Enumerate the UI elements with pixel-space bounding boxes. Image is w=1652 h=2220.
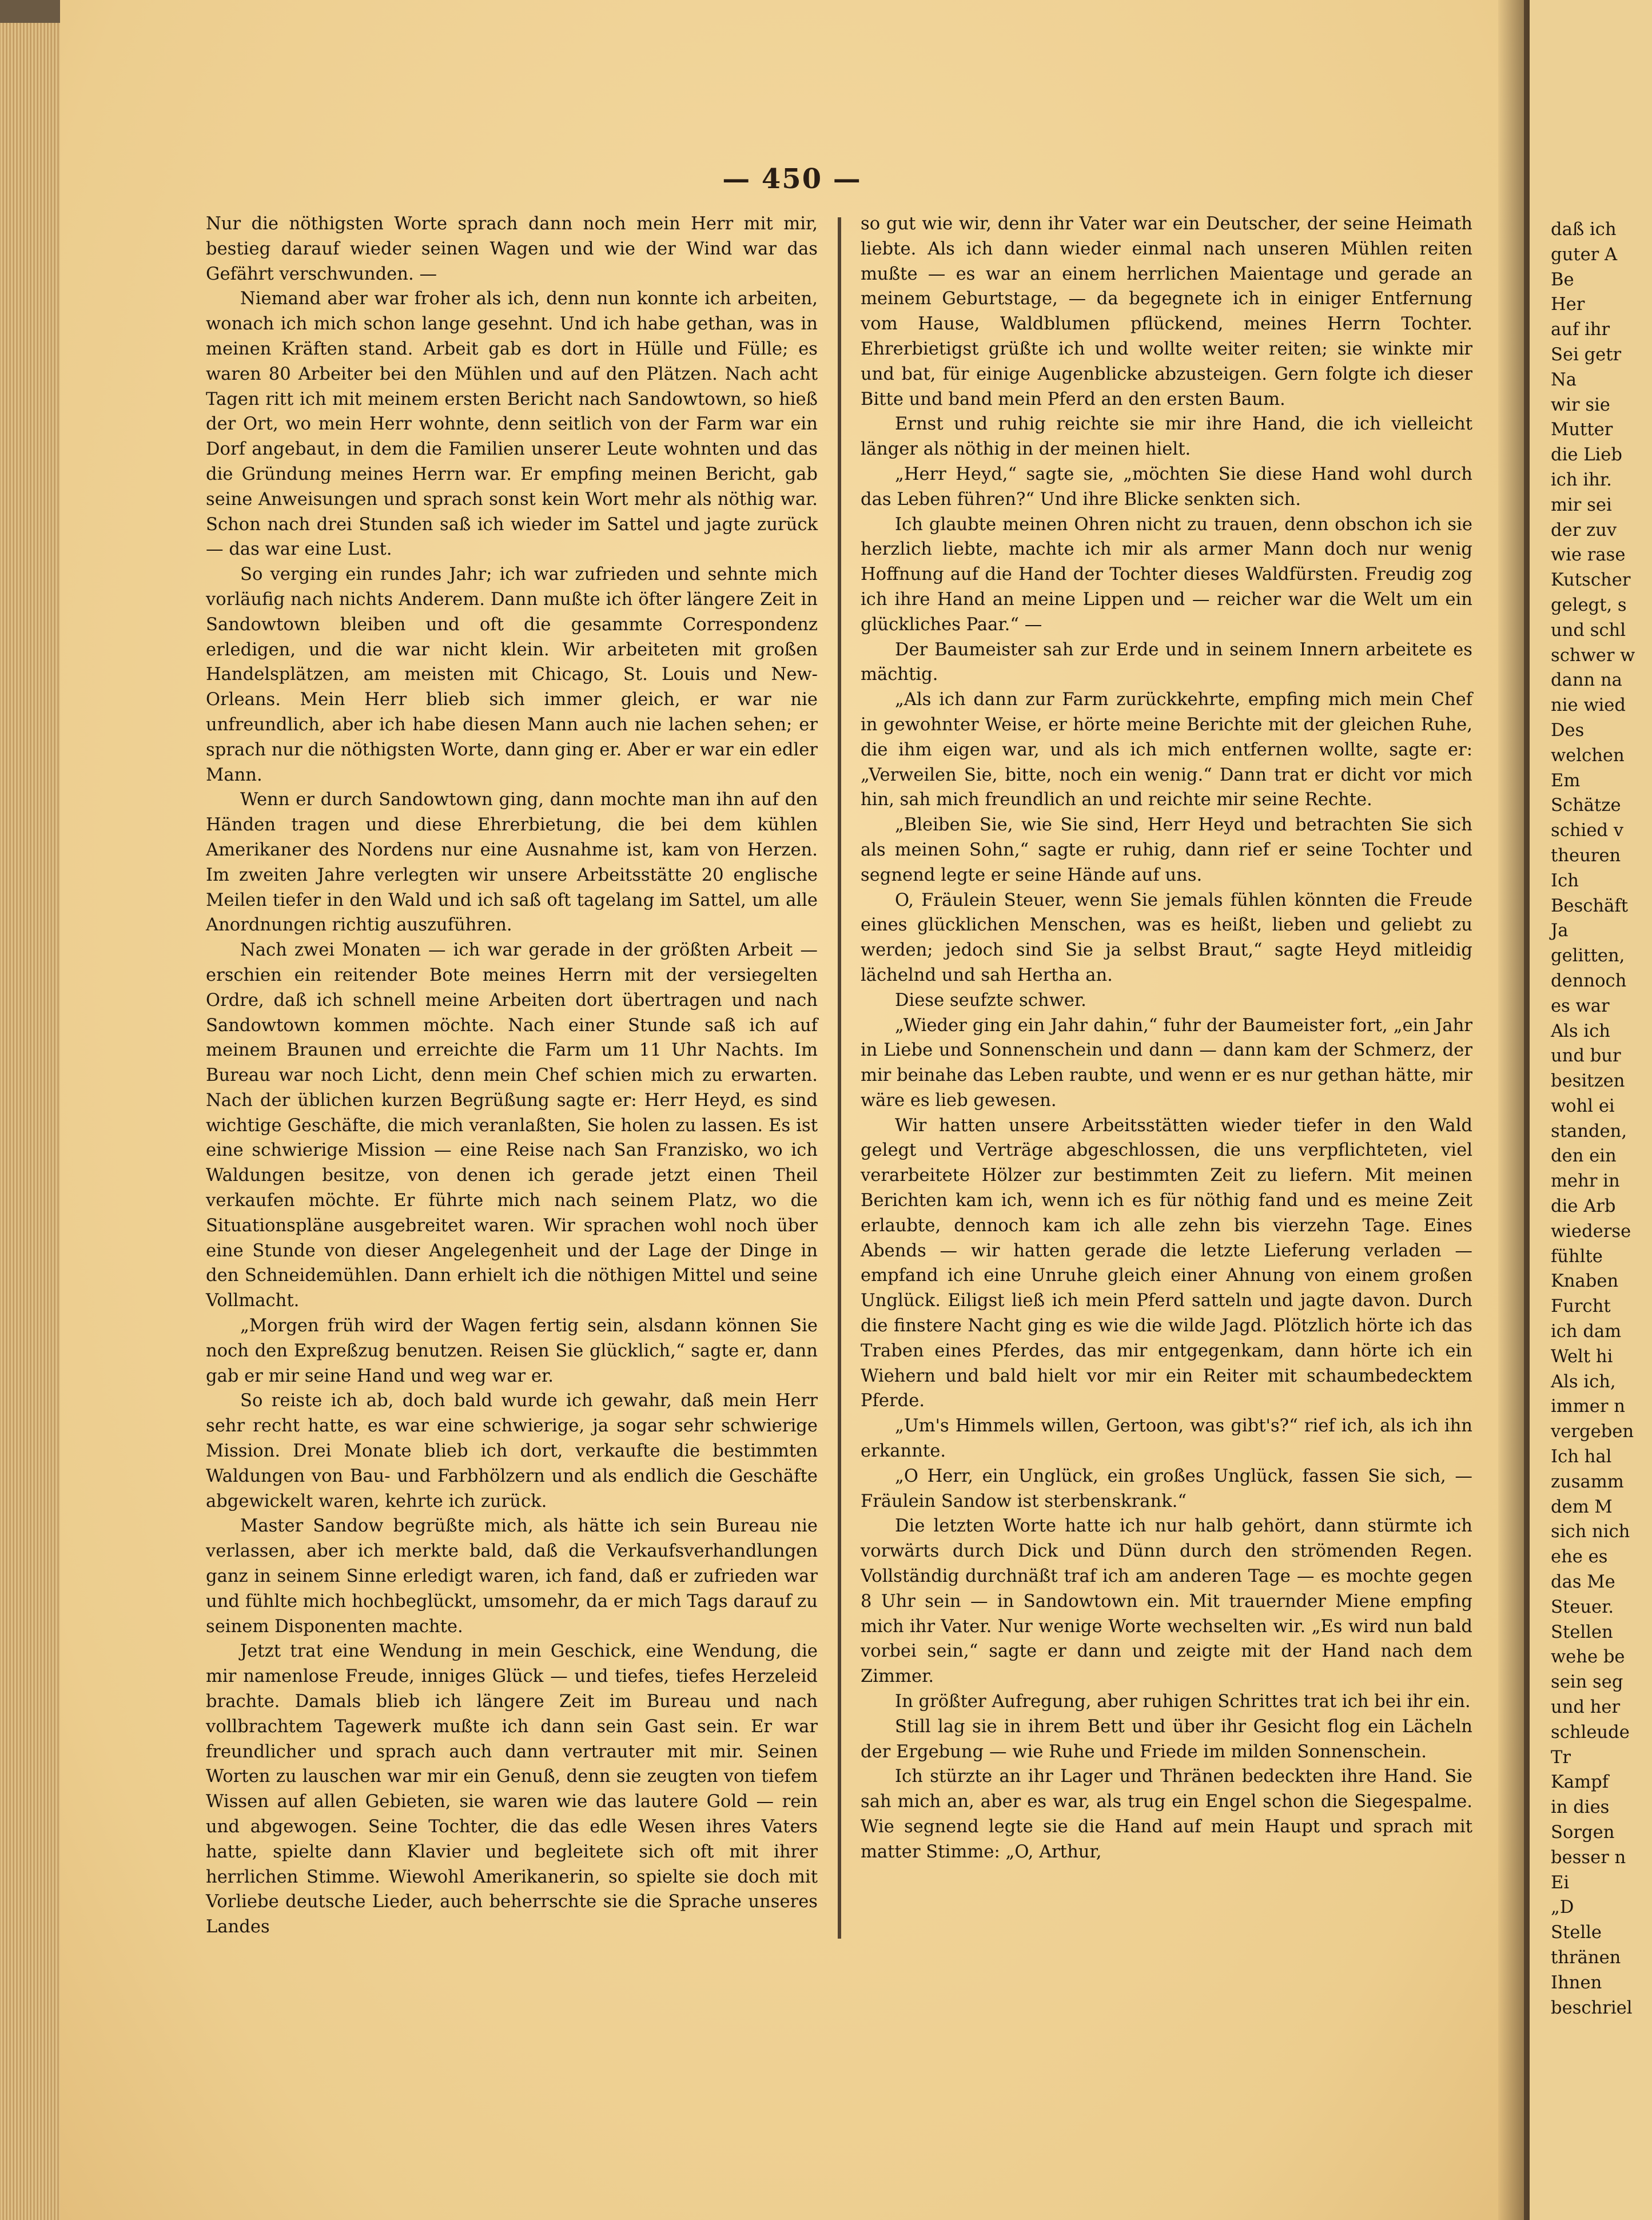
facing-line-fragment: sein seg [1551, 1672, 1623, 1693]
facing-line-fragment: wohl ei [1551, 1096, 1615, 1116]
facing-line-fragment: Schätze [1551, 795, 1621, 816]
gutter-shadow [1498, 0, 1530, 2220]
facing-line-fragment: beschriel [1551, 1998, 1633, 2018]
facing-line-fragment: der zuv [1551, 520, 1617, 540]
facing-line-fragment: thränen [1551, 1947, 1621, 1968]
facing-line-fragment: „D [1551, 1897, 1574, 1918]
paragraph: Nach zwei Monaten — ich war gerade in der größten Arbeit — erschien ein reitender Bote meines Herrn mit der versiegelten Ordre, daß ich schnell meine Arbeiten dort übertragen und nach Sandowtown kommen möchte. Nach einer Stunde saß ich auf meinem Braunen und erreichte die Farm um 11 Uhr Nachts. Im Bureau war noch Licht, denn mein Chef schien mich zu erwarten. Nach der üblichen kurzen Begrüßung sagte er: Herr Heyd, es sind wichtige Geschäfte, die mich veranlaßten, Sie holen zu lassen. Es ist eine schwierige Mission — eine Reise nach San Franzisko, wo ich Waldungen besitze, von denen ich gerade jetzt einen Theil verkaufen möchte. Er führte mich nach seinem Platz, wo die Situationspläne ausgebreitet waren. Wir sprachen wohl noch über eine Stunde von dieser Angelegenheit und der Lage der Dinge in den Schneidemühlen. Dann erhielt ich die nöthigen Mittel und seine Vollmacht. [206, 940, 818, 1311]
facing-line-fragment: Kutscher [1551, 570, 1631, 591]
paragraph: Wenn er durch Sandowtown ging, dann mochte man ihn auf den Händen tragen und diese Ehrerbietung, die bei dem kühlen Amerikaner des Nordens nur eine Ausnahme ist, kam von Herzen. Im zweiten Jahre verlegten wir unsere Arbeitsstätte 20 englische Meilen tiefer in den Wald und ich saß oft tagelang im Sattel, um alle Anordnungen richtig auszuführen. [206, 790, 818, 936]
book-page-edge [0, 23, 60, 2220]
facing-line-fragment: Be [1551, 269, 1574, 290]
facing-line-fragment: Ihnen [1551, 1972, 1602, 1993]
facing-line-fragment: die Arb [1551, 1196, 1616, 1217]
facing-line-fragment: Stelle [1551, 1923, 1602, 1943]
facing-line-fragment: Sorgen [1551, 1823, 1615, 1843]
paragraph: „Als ich dann zur Farm zurückkehrte, empfing mich mein Chef in gewohnter Weise, er hörte meine Berichte mit der gleichen Ruhe, die ihm eigen war, und als ich mich entfernen wollte, sagte er: „Verweilen Sie, bitte, noch ein wenig.“ Dann trat er dicht vor mich hin, sah mich freundlich an und reichte mir seine Rechte. [861, 690, 1472, 810]
paragraph: Ich glaubte meinen Ohren nicht zu trauen, denn obschon ich sie herzlich liebte, machte ich mir als armer Mann doch nur wenig Hoffnung auf die Hand der Tochter dieses Waldfürsten. Freudig zog ich ihre Hand an meine Lippen und — reicher war die Welt um ein glückliches Paar.“ — [861, 514, 1472, 635]
facing-line-fragment: Stellen [1551, 1622, 1613, 1642]
paragraph: „Um's Himmels willen, Gertoon, was gibt's?“ rief ich, als ich ihn erkannte. [861, 1416, 1472, 1462]
facing-line-fragment: und schl [1551, 620, 1626, 640]
paragraph: In größter Aufregung, aber ruhigen Schrittes trat ich bei ihr ein. [895, 1692, 1471, 1712]
facing-line-fragment: Knaben [1551, 1271, 1619, 1292]
facing-line-fragment: Kampf [1551, 1772, 1609, 1793]
facing-line-fragment: Tr [1551, 1747, 1571, 1768]
facing-line-fragment: vergeben [1551, 1422, 1634, 1442]
facing-line-fragment: Als ich [1551, 1021, 1610, 1041]
paragraph: Der Baumeister sah zur Erde und in seinem Innern arbeitete es mächtig. [861, 639, 1472, 685]
column-divider [838, 217, 841, 1939]
paragraph: Master Sandow begrüßte mich, als hätte ich sein Bureau nie verlassen, aber ich merkte bald, daß die Verkaufsverhandlungen ganz in seinem Sinne erledigt waren, ich fand, daß er zufrieden war und fühlte mich hochbeglückt, umsomehr, da er mich Tags darauf zu seinem Disponenten machte. [206, 1516, 818, 1637]
facing-line-fragment: Mutter [1551, 420, 1613, 440]
facing-line-fragment: Furcht [1551, 1296, 1611, 1317]
facing-line-fragment: mehr in [1551, 1171, 1620, 1192]
facing-line-fragment: Ja [1551, 921, 1569, 941]
facing-line-fragment: ich dam [1551, 1322, 1622, 1342]
facing-line-fragment: schwer w [1551, 645, 1635, 666]
page-header [60, 163, 1524, 203]
facing-line-fragment: das Me [1551, 1572, 1615, 1593]
paragraph: O, Fräulein Steuer, wenn Sie jemals fühlen könnten die Freude eines glücklichen Menschen, was es heißt, lieben und geliebt zu werden; jedoch sind Sie ja selbst Braut,“ sagte Heyd mitleidig lächelnd und sah Hertha an. [861, 890, 1472, 985]
facing-line-fragment: den ein [1551, 1146, 1617, 1167]
paragraph: Still lag sie in ihrem Bett und über ihr Gesicht flog ein Lächeln der Ergebung — wie Ruhe und Friede im milden Sonnenschein. [861, 1716, 1472, 1762]
facing-line-fragment: Des [1551, 720, 1585, 741]
facing-line-fragment: Als ich, [1551, 1371, 1616, 1392]
facing-line-fragment: schied v [1551, 821, 1624, 841]
paragraph: „Bleiben Sie, wie Sie sind, Herr Heyd und betrachten Sie sich als meinen Sohn,“ sagte er ruhig, dann rief er seine Tochter und segnend legte er seine Hände auf uns. [861, 815, 1472, 885]
facing-line-fragment: immer n [1551, 1397, 1625, 1417]
facing-line-fragment: nie wied [1551, 695, 1626, 716]
facing-line-fragment: daß ich [1551, 220, 1617, 240]
paragraph: Wir hatten unsere Arbeitsstätten wieder tiefer in den Wald gelegt und Verträge abgeschlossen, die uns verpflichteten, viel verarbeitete Hölzer zur bestimmten Zeit zu liefern. Mit meinen Berichten kam ich, wenn ich es für nöthig fand und es meine Zeit erlaubte, dennoch kam ich alle zehn bis vierzehn Tage. Eines Abends — wir hatten gerade die letzte Lieferung verladen — empfand ich eine Unruhe gleich einer Ahnung von einem großen Unglück. Eiligst ließ ich mein Pferd satteln und jagte davon. Durch die finstere Nacht ging es wie die wilde Jagd. Plötzlich hörte ich das Traben eines Pferdes, das mir entgegenkam, dann hörte ich ein Wiehern und bald hielt vor mir ein Reiter mit schaumbedecktem Pferde. [861, 1115, 1472, 1411]
paragraph: „O Herr, ein Unglück, ein großes Unglück, fassen Sie sich, — Fräulein Sandow ist sterbenskrank.“ [861, 1466, 1472, 1511]
facing-line-fragment: besitzen [1551, 1071, 1625, 1092]
facing-line-fragment: schleude [1551, 1722, 1630, 1742]
facing-line-fragment: wie rase [1551, 545, 1626, 566]
facing-line-fragment: sich nich [1551, 1522, 1630, 1542]
facing-line-fragment: theuren [1551, 845, 1621, 866]
facing-line-fragment: fühlte [1551, 1246, 1603, 1267]
paragraph: „Wieder ging ein Jahr dahin,“ fuhr der Baumeister fort, „ein Jahr in Liebe und Sonnenschein und dann — dann kam der Schmerz, der mir beinahe das Leben raubte, und wenn er es nur gethan hätte, mir wäre es lieb gewesen. [861, 1015, 1472, 1111]
facing-page-text [1551, 217, 1652, 2020]
facing-line-fragment: standen, [1551, 1121, 1627, 1141]
facing-line-fragment: ehe es [1551, 1547, 1608, 1567]
facing-line-fragment: Beschäft [1551, 896, 1628, 916]
paragraph: Niemand aber war froher als ich, denn nun konnte ich arbeiten, wonach ich mich schon lange gesehnt. Und ich habe gethan, was in meinen Kräften stand. Arbeit gab es dort in Hülle und Fülle; es waren 80 Arbeiter bei den Mühlen und auf den Plätzen. Nach acht Tagen ritt ich mit meinem ersten Bericht nach Sandowtown, so hieß der Ort, wo mein Herr wohnte, denn seitlich von der Farm war ein Dorf angebaut, in dem die Familien unserer Leute wohnten und das die Gründung meines Herrn war. Er empfing meinen Bericht, gab seine Anweisungen und sprach sonst kein Wort mehr als nöthig war. Schon nach drei Stunden saß ich wieder im Sattel und jagte zurück — das war eine Lust. [206, 289, 818, 560]
facing-line-fragment: und her [1551, 1697, 1621, 1718]
facing-line-fragment: Ei [1551, 1872, 1570, 1893]
page-number: — 450 — [722, 163, 862, 195]
paragraph: „Herr Heyd,“ sagte sie, „möchten Sie diese Hand wohl durch das Leben führen?“ Und ihre Blicke senkten sich. [861, 464, 1472, 510]
paragraph: so gut wie wir, denn ihr Vater war ein Deutscher, der seine Heimath liebte. Als ich dann wieder einmal nach unseren Mühlen reiten mußte — es war an einem herrlichen Maientage und gerade an meinem Geburtstage, — da begegnete ich in einiger Entfernung vom Hause, Waldblumen pflückend, meines Herrn Tochter. Ehrerbietigst grüßte ich und wollte weiter reiten; sie winkte mir und bat, für einige Augenblicke abzusteigen. Gern folgte ich dieser Bitte und band mein Pferd an den ersten Baum. [861, 214, 1472, 409]
facing-line-fragment: dem M [1551, 1497, 1613, 1517]
facing-line-fragment: Steuer. [1551, 1597, 1614, 1617]
facing-line-fragment: in dies [1551, 1797, 1610, 1818]
facing-line-fragment: gelitten, [1551, 946, 1625, 966]
facing-line-fragment: Em [1551, 770, 1581, 791]
facing-line-fragment: Sei getr [1551, 344, 1622, 365]
facing-line-fragment: wiederse [1551, 1221, 1631, 1242]
facing-line-fragment: Her [1551, 295, 1585, 315]
paragraph: Diese seufzte schwer. [895, 990, 1086, 1010]
facing-line-fragment: zusamm [1551, 1471, 1624, 1492]
facing-line-fragment: die Lieb [1551, 445, 1622, 466]
paragraph: So verging ein rundes Jahr; ich war zufrieden und sehnte mich vorläufig nach nichts Anderem. Dann mußte ich öfter längere Zeit in Sandowtown bleiben und oft die gesammte Correspondenz erledigen, und die war nicht klein. Wir arbeiteten mit großen Handelsplätzen, am meisten mit Chicago, St. Louis und New-Orleans. Mein Herr blieb sich immer gleich, er war nie unfreundlich, aber ich habe diesen Mann auch nie lachen sehen; er sprach nur die nöthigsten Worte, dann ging er. Aber er war ein edler Mann. [206, 564, 818, 785]
facing-line-fragment: wir sie [1551, 395, 1610, 415]
facing-line-fragment: Welt hi [1551, 1346, 1613, 1367]
paragraph: Die letzten Worte hatte ich nur halb gehört, dann stürmte ich vorwärts durch Dick und Dünn durch den strömenden Regen. Vollständig durchnäßt traf ich am anderen Tage — es mochte gegen 8 Uhr sein — in Sandowtown ein. Mit trauernder Miene empfing mich ihr Vater. Nur wenige Worte wechselten wir. „Es wird nun bald vorbei sein,“ sagte er dann und zeigte mit der Hand nach dem Zimmer. [861, 1516, 1472, 1687]
facing-line-fragment: auf ihr [1551, 320, 1610, 340]
facing-line-fragment: Na [1551, 369, 1577, 390]
facing-line-fragment: besser n [1551, 1847, 1626, 1868]
paragraph: Nur die nöthigsten Worte sprach dann noch mein Herr mit mir, bestieg darauf wieder seinen Wagen und wie der Wind war das Gefährt verschwunden. — [206, 214, 818, 284]
facing-line-fragment: gelegt, s [1551, 595, 1627, 615]
facing-line-fragment: Ich hal [1551, 1447, 1612, 1467]
facing-line-fragment: dann na [1551, 670, 1622, 691]
facing-line-fragment: und bur [1551, 1046, 1621, 1067]
left-text-column [206, 212, 818, 1940]
paragraph: „Morgen früh wird der Wagen fertig sein, alsdann können Sie noch den Expreßzug benutzen. Reisen Sie glücklich,“ sagte er, dann gab er mir seine Hand und weg war er. [206, 1316, 818, 1386]
paragraph: Ich stürzte an ihr Lager und Thränen bedeckten ihre Hand. Sie sah mich an, aber es war, als trug ein Engel schon die Siegespalme. Wie segnend legte sie die Hand auf mein Haupt und sprach mit matter Stimme: „O, Arthur, [861, 1767, 1472, 1862]
paragraph: So reiste ich ab, doch bald wurde ich gewahr, daß mein Herr sehr recht hatte, es war eine schwierige, ja sogar sehr schwierige Mission. Drei Monate blieb ich dort, verkaufte die bestimmten Waldungen von Bau- und Farbhölzern und als endlich die Geschäfte abgewickelt waren, kehrte ich zurück. [206, 1391, 818, 1511]
facing-line-fragment: mir sei [1551, 495, 1612, 515]
facing-line-fragment: Ich [1551, 870, 1579, 891]
paragraph: Ernst und ruhig reichte sie mir ihre Hand, die ich vielleicht länger als nöthig in der meinen hielt. [861, 414, 1472, 460]
facing-line-fragment: guter A [1551, 244, 1618, 265]
facing-line-fragment: es war [1551, 996, 1610, 1016]
facing-line-fragment: ich ihr. [1551, 470, 1612, 490]
paragraph: Jetzt trat eine Wendung in mein Geschick, eine Wendung, die mir namenlose Freude, inniges Glück — und tiefes, tiefes Herzeleid brachte. Damals blieb ich längere Zeit im Bureau und nach vollbrachtem Tagewerk mußte ich dann sein Gast sein. Er war freundlicher und sprach auch dann vertrauter mit mir. Seinen Worten zu lauschen war mir ein Genuß, denn sie zeugten von tiefem Wissen auf allen Gebieten, sie waren wie das lautere Gold — rein und abgewogen. Seine Tochter, die das edle Wesen ihres Vaters hatte, spielte dann Klavier und begleitete sich oft mit ihrer herrlichen Stimme. Wiewohl Amerikanerin, so spielte sie doch mit Vorliebe deutsche Lieder, auch beherrschte sie die Sprache unseres Landes [206, 1641, 818, 1937]
facing-line-fragment: wehe be [1551, 1647, 1625, 1668]
right-text-column [861, 212, 1472, 1865]
facing-line-fragment: welchen [1551, 745, 1625, 766]
facing-line-fragment: dennoch [1551, 970, 1627, 991]
